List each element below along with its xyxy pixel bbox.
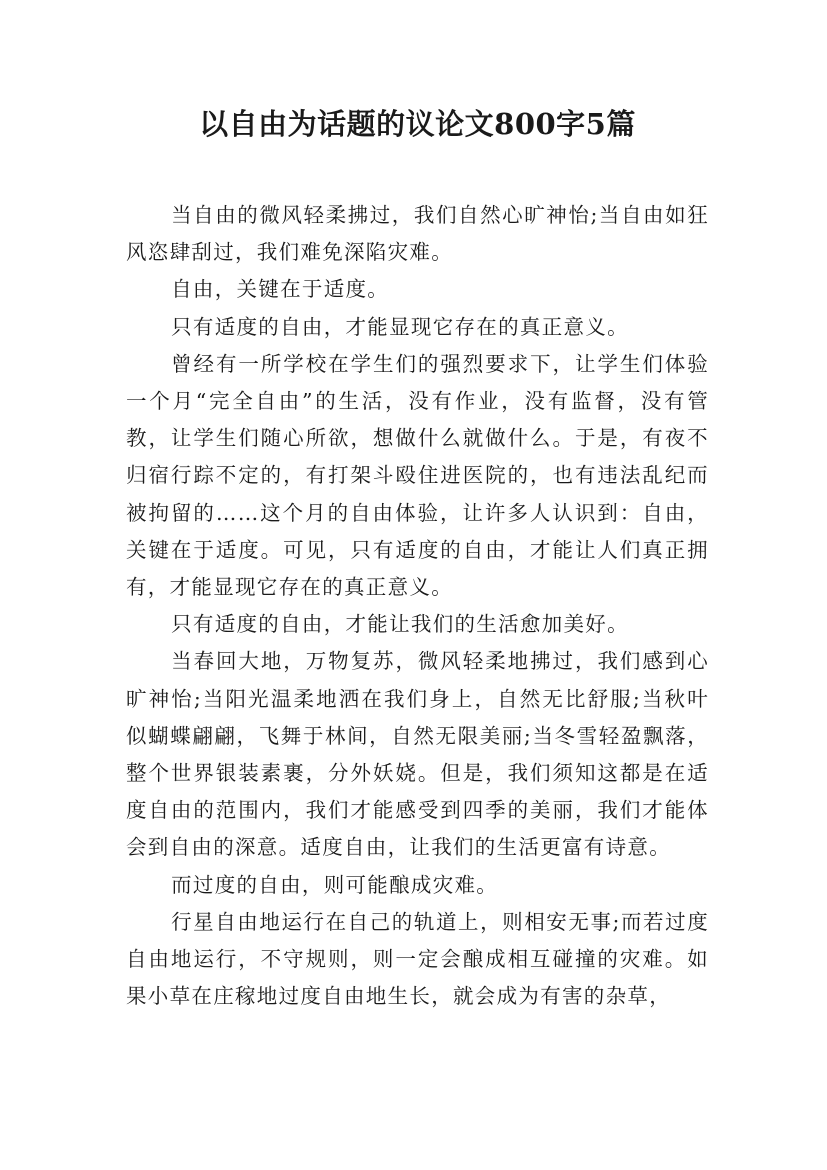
paragraph: 而过度的自由，则可能酿成灾难。	[171, 872, 499, 897]
paragraph: 当自由的微风轻柔拂过，我们自然心旷神怡;当自由如狂风恣肆刮过，我们难免深陷灾难。	[126, 203, 709, 265]
paragraph: 当春回大地，万物复苏，微风轻柔地拂过，我们感到心旷神怡;当阳光温柔地洒在我们身上，自然无比舒服;当秋叶似蝴蝶翩翩，飞舞于林间，自然无限美丽;当冬雪轻盈飘落，整个世界银装素裹，分外妖娆。但是，我们须知这都是在适度自由的范围内，我们才能感受到四季的美丽，我们才能体会到自由的深意。适度自由，让我们的生活更富有诗意。	[126, 649, 709, 860]
paragraph: 行星自由地运行在自己的轨道上，则相安无事;而若过度自由地运行，不守规则，则一定会酿成相互碰撞的灾难。如果小草在庄稼地过度自由地生长，就会成为有害的杂草，	[126, 909, 709, 1009]
document-body	[126, 197, 709, 1015]
document-title: 以自由为话题的议论文800字5篇	[199, 107, 636, 141]
paragraph: 曾经有一所学校在学生们的强烈要求下，让学生们体验一个月“完全自由”的生活，没有作业，没有监督，没有管教，让学生们随心所欲，想做什么就做什么。于是，有夜不归宿行踪不定的，有打架斗殴住进医院的，也有违法乱纪而被拘留的……这个月的自由体验，让许多人认识到：自由，关键在于适度。可见，只有适度的自由，才能让人们真正拥有，才能显现它存在的真正意义。	[126, 351, 709, 600]
paragraph: 只有适度的自由，才能显现它存在的真正意义。	[171, 314, 629, 339]
paragraph: 只有适度的自由，才能让我们的生活愈加美好。	[171, 612, 629, 637]
paragraph: 自由，关键在于适度。	[171, 277, 390, 302]
